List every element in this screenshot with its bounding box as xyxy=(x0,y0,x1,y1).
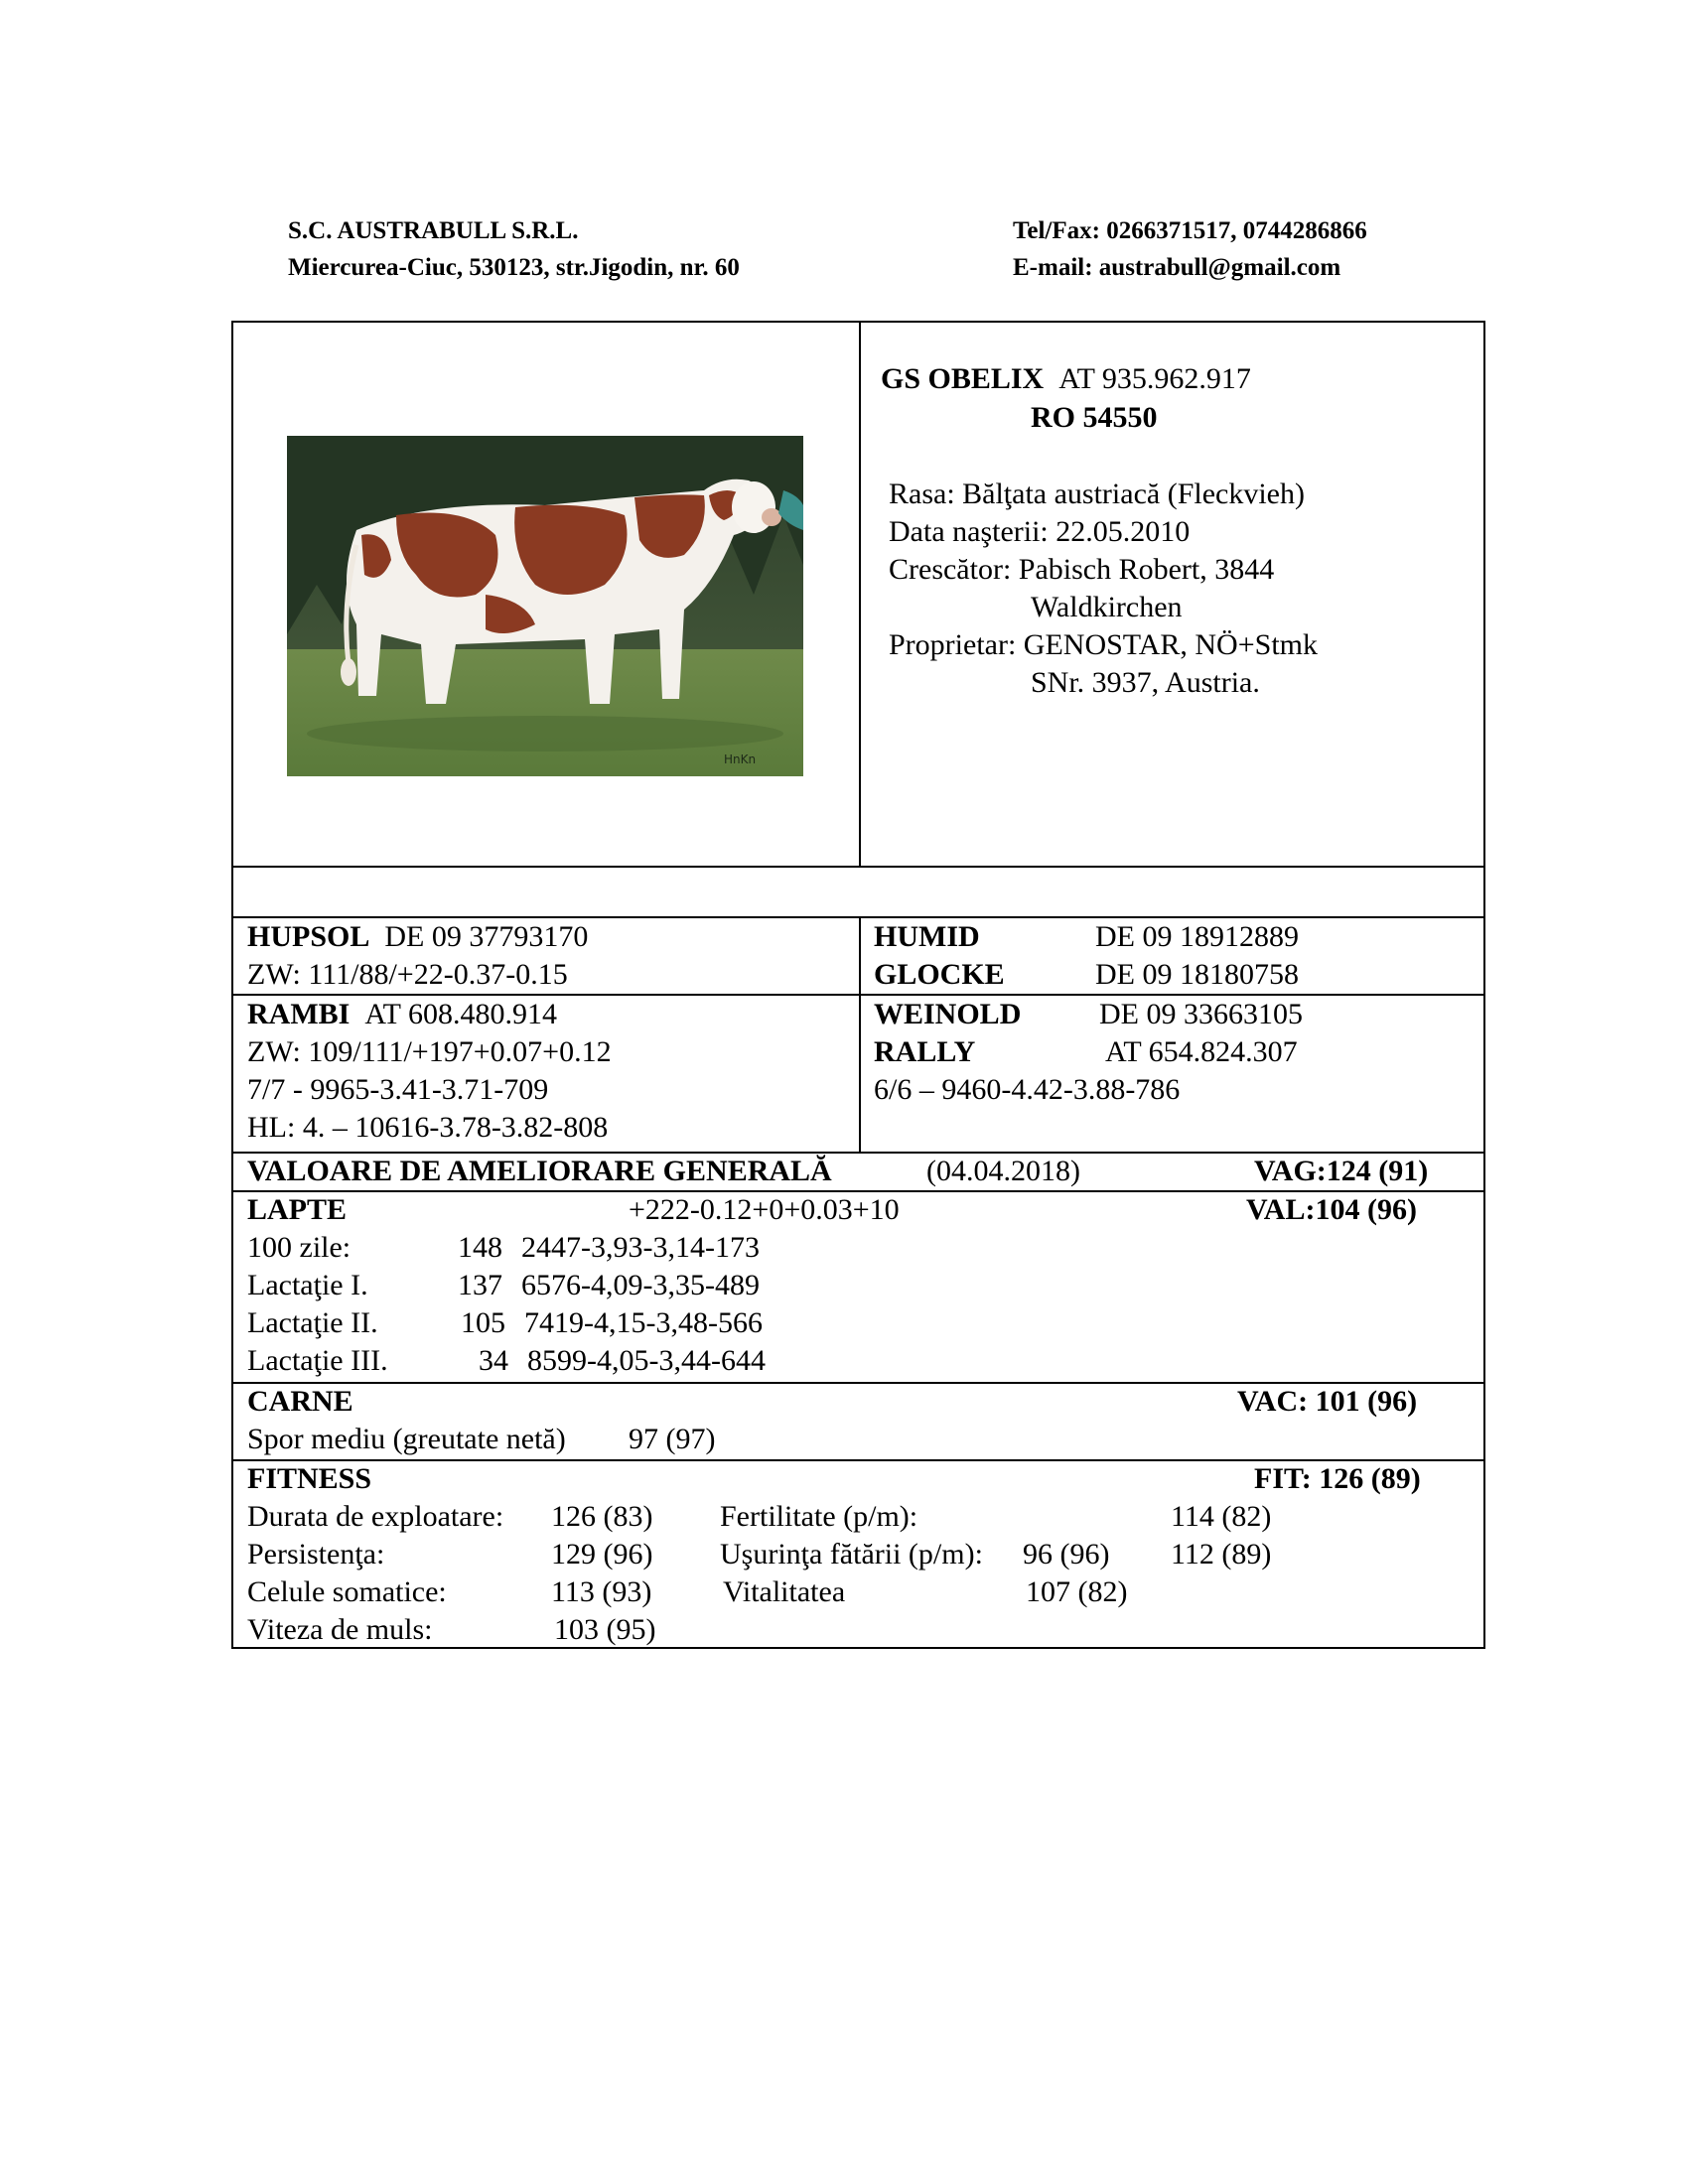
company-name: S.C. AUSTRABULL S.R.L. xyxy=(288,217,579,244)
bull-id-at: AT 935.962.917 xyxy=(1058,362,1251,395)
calving-ease-value-paternal: 96 (96) xyxy=(1023,1538,1110,1570)
vag-value: VAG:124 (91) xyxy=(1254,1155,1429,1187)
divider xyxy=(859,916,861,1152)
milk-label: LAPTE xyxy=(247,1193,348,1226)
fitness-label: FITNESS xyxy=(247,1462,372,1495)
calving-ease-value-maternal: 112 (89) xyxy=(1171,1538,1272,1570)
bull-birth-date: Data naşterii: 22.05.2010 xyxy=(889,515,1191,548)
fertility-value: 114 (82) xyxy=(1171,1500,1272,1533)
fertility-label: Fertilitate (p/m): xyxy=(720,1500,918,1533)
dam-lactation: 7/7 - 9965-3.41-3.71-709 xyxy=(247,1073,549,1106)
dam-dam-id: AT 654.824.307 xyxy=(1105,1035,1298,1068)
milk-row-value: 8599-4,05-3,44-644 xyxy=(527,1344,766,1377)
meat-gain-value: 97 (97) xyxy=(629,1423,716,1455)
vitality-label: Vitalitatea xyxy=(723,1575,846,1608)
meat-label: CARNE xyxy=(247,1385,353,1418)
general-value-date: (04.04.2018) xyxy=(926,1155,1080,1187)
dam-dam-lactation: 6/6 – 9460-4.42-3.88-786 xyxy=(874,1073,1181,1106)
fitness-trait-label: Celule somatice: xyxy=(247,1575,447,1608)
milk-row-value: 7419-4,15-3,48-566 xyxy=(524,1306,763,1339)
dam-name: RAMBI xyxy=(247,998,351,1030)
photo-signature: HnKn xyxy=(724,752,757,766)
fitness-trait-label: Viteza de muls: xyxy=(247,1613,433,1646)
milk-row-count: 34 xyxy=(479,1344,508,1377)
fitness-trait-value: 129 (96) xyxy=(551,1538,653,1570)
fitness-trait-label: Persistenţa: xyxy=(247,1538,385,1570)
fitness-trait-value: 126 (83) xyxy=(551,1500,653,1533)
milk-row-value: 6576-4,09-3,35-489 xyxy=(521,1269,760,1301)
sire-id: DE 09 37793170 xyxy=(384,920,589,953)
dam-id: AT 608.480.914 xyxy=(364,998,557,1030)
fit-value: FIT: 126 (89) xyxy=(1254,1462,1421,1495)
fitness-trait-label: Durata de exploatare: xyxy=(247,1500,504,1533)
sire-line xyxy=(247,918,588,956)
bull-title-line xyxy=(881,360,1251,398)
divider xyxy=(859,323,861,866)
milk-row-label: Lactaţie III. xyxy=(247,1344,388,1377)
dam-best-lactation: HL: 4. – 10616-3.78-3.82-808 xyxy=(247,1111,609,1144)
company-header xyxy=(288,212,740,286)
company-address: Miercurea-Ciuc, 530123, str.Jigodin, nr. 60 xyxy=(288,254,740,281)
vac-value: VAC: 101 (96) xyxy=(1237,1385,1418,1418)
milk-formula: +222-0.12+0+0.03+10 xyxy=(629,1193,900,1226)
val-value: VAL:104 (96) xyxy=(1246,1193,1417,1226)
divider xyxy=(233,866,1483,868)
milk-row-label: 100 zile: xyxy=(247,1231,352,1264)
sire-sire-name: HUMID xyxy=(874,920,980,953)
vitality-value: 107 (82) xyxy=(1026,1575,1128,1608)
bull-name: GS OBELIX xyxy=(881,362,1045,395)
company-phone: Tel/Fax: 0266371517, 0744286866 xyxy=(1013,217,1367,244)
bull-owner-location: SNr. 3937, Austria. xyxy=(1031,666,1260,699)
milk-row-label: Lactaţie II. xyxy=(247,1306,378,1339)
milk-row-count: 137 xyxy=(458,1269,502,1301)
bull-breed: Rasa: Bălţata austriacă (Fleckvieh) xyxy=(889,478,1305,510)
sire-name: HUPSOL xyxy=(247,920,370,953)
sire-zw: ZW: 111/88/+22-0.37-0.15 xyxy=(247,958,568,991)
dam-line xyxy=(247,996,557,1033)
fitness-trait-value: 113 (93) xyxy=(551,1575,652,1608)
bull-photo xyxy=(287,436,803,776)
milk-row-count: 148 xyxy=(458,1231,502,1264)
milk-row-value: 2447-3,93-3,14-173 xyxy=(521,1231,760,1264)
bull-info-table xyxy=(231,321,1485,1649)
dam-sire-id: DE 09 33663105 xyxy=(1099,998,1303,1030)
contact-header xyxy=(1013,212,1367,286)
bull-owner: Proprietar: GENOSTAR, NÖ+Stmk xyxy=(889,628,1318,661)
meat-gain-label: Spor mediu (greutate netă) xyxy=(247,1423,566,1455)
sire-sire-id: DE 09 18912889 xyxy=(1095,920,1299,953)
milk-row-count: 105 xyxy=(461,1306,505,1339)
dam-zw: ZW: 109/111/+197+0.07+0.12 xyxy=(247,1035,612,1068)
dam-sire-name: WEINOLD xyxy=(874,998,1022,1030)
bull-photo-image xyxy=(287,436,803,776)
company-email: E-mail: austrabull@gmail.com xyxy=(1013,254,1341,281)
bull-breeder: Crescător: Pabisch Robert, 3844 xyxy=(889,553,1275,586)
general-value-label: VALOARE DE AMELIORARE GENERALĂ xyxy=(247,1155,832,1187)
milk-row-label: Lactaţie I. xyxy=(247,1269,368,1301)
calving-ease-label: Uşurinţa fătării (p/m): xyxy=(720,1538,983,1570)
fitness-trait-value: 103 (95) xyxy=(554,1613,656,1646)
bull-id-ro: RO 54550 xyxy=(1031,401,1158,434)
sire-dam-id: DE 09 18180758 xyxy=(1095,958,1299,991)
sire-dam-name: GLOCKE xyxy=(874,958,1005,991)
dam-dam-name: RALLY xyxy=(874,1035,976,1068)
bull-breeder-location: Waldkirchen xyxy=(1031,591,1183,623)
